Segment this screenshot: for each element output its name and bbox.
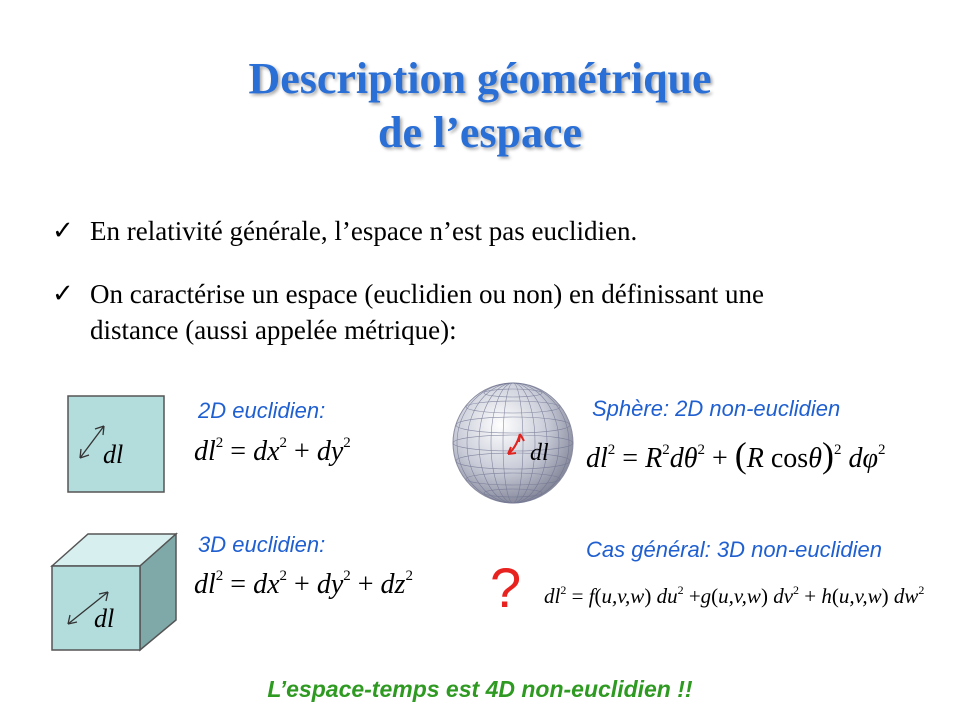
sphere-diagram [450,380,576,506]
label-3d-euclidien: 3D euclidien: [198,532,326,557]
equation-sphere: $dl^2 = R^2d\theta^2 + (R$ cosθ)$^2$ $d\varphi^2$ [586,435,886,475]
label-general-case: Cas général: 3D non-euclidien [586,537,882,562]
dl-label-2d: dl [103,440,124,469]
bullet-2-text: On caractérise un espace (euclidien ou non) en définissant une [90,279,764,309]
check-icon: ✓ [52,279,74,309]
label-2d-euclidien: 2D euclidien: [198,398,326,423]
dl-label-3d: dl [94,604,115,633]
title-line-2: de l’espace [377,108,583,157]
label-sphere: Sphère: 2D non-euclidien [592,396,841,421]
check-icon: ✓ [52,216,74,246]
footer-statement: L’espace-temps est 4D non-euclidien !! [267,676,693,702]
bullet-2-text-line-2: distance (aussi appelée métrique): [90,315,457,345]
equation-general: $dl^2 = f(u,v,w)$ $du^2 +g(u,v,w) dv^2 + h(u,v,w)$ $dw^2$ [544,583,925,608]
cube-3d-diagram [50,532,180,652]
title-line-1: Description géométrique [248,54,712,103]
question-mark: ? [490,556,522,619]
equation-2d: $dl^2 = dx^2 + dy^2$ [194,435,351,467]
equation-3d: $dl^2 = dx^2 + dy^2 + dz^2$ [194,568,413,600]
dl-label-sphere: dl [530,440,549,466]
bullet-1-text: En relativité générale, l’espace n’est pas euclidien. [90,216,638,246]
page-title [0,52,960,160]
